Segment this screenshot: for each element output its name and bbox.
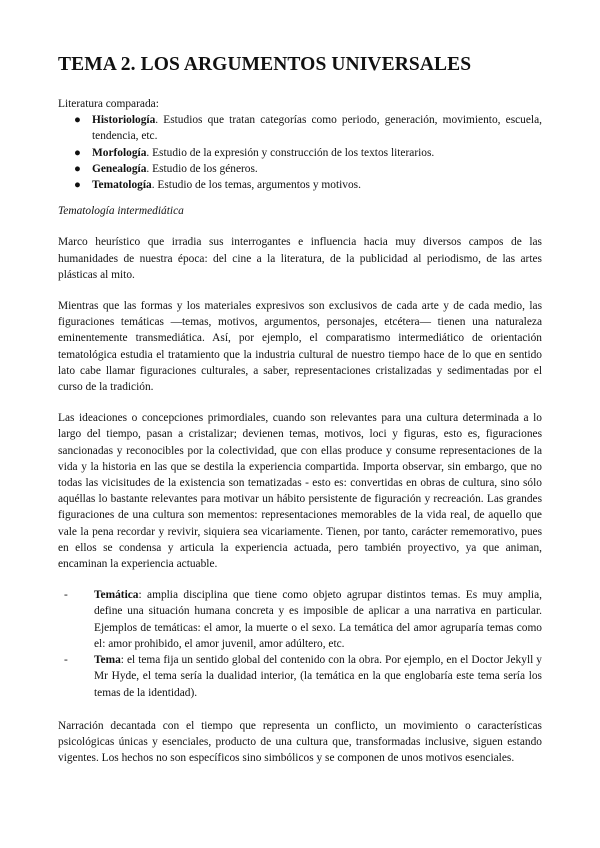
dash-list (58, 587, 542, 700)
list-item-text: : el tema fija un sentido global del contenido con la obra. Por ejemplo, en el Doctor Jekyll y Mr Hyde, el tema sería la dualidad interior, (la temática en la que englobaría este tema sería los temas de la identidad). (94, 654, 542, 699)
list-item-text: . Estudio de los temas, argumentos y motivos. (151, 179, 361, 192)
list-item-term: Morfología (92, 146, 147, 159)
list-item-text: . Estudio de los géneros. (146, 162, 258, 175)
list-item-term: Genealogía (92, 162, 147, 175)
list-item (74, 177, 542, 193)
list-item-term: Tematología (92, 179, 152, 192)
list-item-term: Tema (94, 654, 121, 667)
dash-marker: - (64, 589, 68, 602)
bullet-icon: ● (74, 114, 81, 127)
list-item (74, 161, 542, 177)
list-item-text: : amplia disciplina que tiene como objeto agrupar distintos temas. Es muy amplia, define una situación humana concreta y es imposible de aplicar a una narrativa en particular. Ejemplos de temáticas: el amor, la muerte o el sexo. La temática del amor agruparía temas como el: amor prohibido, el amor juvenil, amor adúltero, etc. (94, 589, 542, 650)
bullet-list (58, 112, 542, 193)
dash-marker: - (64, 654, 68, 667)
paragraph: Marco heurístico que irradia sus interrogantes e influencia hacia muy diversos campos de las humanidades de nuestra época: del cine a la literatura, de la publicidad al periodismo, de las artes plásticas al mito. (58, 236, 542, 281)
list-item-term: Historiología (92, 114, 156, 127)
bullet-icon: ● (74, 146, 81, 159)
closing-paragraph: Narración decantada con el tiempo que representa un conflicto, un movimiento o características psicológicas únicas y esenciales, producto de una cultura que, transformadas inclusive, siguen estando vigentes. Los hechos no son específicos sino simbólicos y se componen de unos motivos esenciales. (58, 719, 542, 765)
list-item (64, 652, 542, 701)
bullet-icon: ● (74, 179, 81, 192)
list-item (74, 112, 542, 144)
page-title: TEMA 2. LOS ARGUMENTOS UNIVERSALES (58, 54, 472, 75)
list-item (64, 587, 542, 652)
section-subtitle: Tematología intermediática (58, 205, 184, 218)
paragraph: Las ideaciones o concepciones primordiales, cuando son relevantes para una cultura determinada a lo largo del tiempo, pasan a cristalizar; devienen temas, motivos, loci y figuras, esto es, figuraciones sancionadas y reconocibles por la colectividad, que con ellas produce y consume representaciones de la vida y la historia en las que se destila la experiencia compartida. Importa observar, sin embargo, que no todas las vicisitudes de la existencia son tematizadas - esto es: convertidas en obras de cultura, sino sólo aquéllas lo bastante relevantes para motivar un hábito persistente de figuración y recreación. Las grandes figuraciones de una cultura son mementos: representaciones memorables de la vida real, de aquello que vale la pena recordar y revivir, siquiera sea vicariamente. Tienen, por tanto, carácter rememorativo, pues en ellos se condensa y articula la experiencia actuada, pero también proyectivo, ya que animan, encaminan la experiencia actuable. (58, 412, 542, 571)
list-item (74, 145, 542, 161)
paragraph: Mientras que las formas y los materiales expresivos son exclusivos de cada arte y de cada medio, las figuraciones temáticas —temas, motivos, argumentos, personajes, etcétera— tienen una naturaleza eminentemente transmediática. Así, por ejemplo, el comparatismo intermediático de orientación tematológica estudia el tratamiento que la industria cultural de nuestro tiempo hace de lo que en sentido lato cabe llamar figuraciones culturales, a saber, representaciones cristalizadas y sedimentadas por el curso de la tradición. (58, 300, 542, 394)
list-item-text: . Estudios que tratan categorías como periodo, generación, movimiento, escuela, tendencia, etc. (92, 114, 542, 143)
bullet-icon: ● (74, 162, 81, 175)
list-item-term: Temática (94, 589, 139, 602)
list-item-text: . Estudio de la expresión y construcción de los textos literarios. (146, 146, 435, 159)
literatura-label: Literatura comparada: (58, 98, 159, 110)
